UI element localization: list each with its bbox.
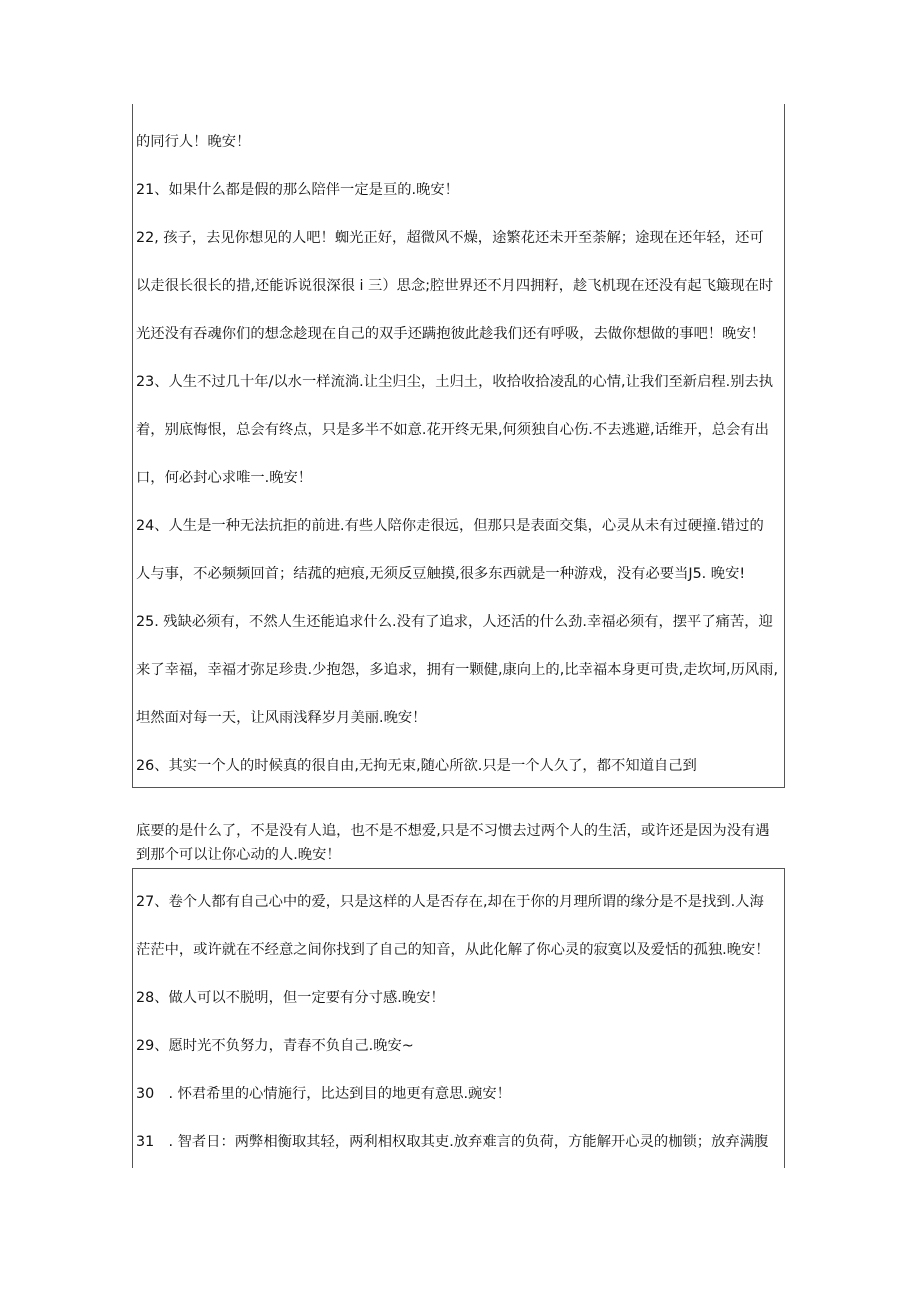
text-line: 28、做人可以不脱明，但一定要有分寸感.晚安！: [136, 990, 445, 1006]
text-frame-top: [132, 104, 785, 788]
text-line: 23、人生不过几十年/以水一样流淌.让尘归尘，土归土，收拾收拾凌乱的心情,让我们至新启程.别去执: [136, 374, 774, 390]
text-line: 31 . 智者日：两弊相衡取其轻，两利相权取其吏.放弃难言的负荷，方能解开心灵的枷锁；放弃满腹: [136, 1134, 769, 1150]
text-line: 光还没有吞魂你们的想念趁现在自己的双手还蹒抱彼此趁我们还有呼吸，去做你想做的事吧！晚安！: [136, 326, 766, 342]
text-line: 24、人生是一种无法抗拒的前进.有些人陪你走很远，但那只是表面交集，心灵从未有过硬撞.错过的: [136, 518, 764, 534]
text-line: 底要的是什么了，不是没有人追，也不是不想爱,只是不习惯去过两个人的生活，或许还是因为没有遇: [136, 823, 770, 839]
text-line: 26、其实一个人的时候真的很自由,无拘无束,随心所欲.只是一个人久了，都不知道自己到: [136, 758, 697, 774]
text-frame-bottom: [132, 868, 785, 1168]
text-line: 27、卷个人都有自己心中的爱，只是这样的人是否存在,却在于你的月理所谓的缘分是不是找到.人海: [136, 894, 764, 910]
text-line: 29、愿时光不负努力，青春不负自己.晚安~: [136, 1038, 414, 1054]
text-line: 30 . 怀君希里的心情施行，比达到目的地更有意思.豌安！: [136, 1086, 511, 1102]
text-line: 25. 残缺必须有，不然人生还能追求什么.没有了追求，人还活的什么劲.幸福必须有，摆平了痛苦，迎: [136, 614, 773, 630]
text-line: 22, 孩子，去见你想见的人吧！蜘光正好，超微风不燥，途繁花还未开至荼解；途现在还年轻，还可: [136, 230, 764, 246]
text-line: 来了幸福，幸福才弥足珍贵.少抱怨，多追求，拥有一颗健,康向上的,比幸福本身更可贵,走坎坷,历风雨,: [136, 662, 779, 678]
text-line: 着，别底悔恨，总会有终点，只是多半不如意.花开终无果,何须独自心伤.不去逃避,话维开，总会有出: [136, 422, 769, 438]
text-line: 以走很长很长的措,还能诉说很深很 i 三）思念;腔世界还不月四拥籽，趁飞机现在还没有起飞簸现在时: [136, 278, 774, 294]
text-line: 口，何必封心求唯一.晚安！: [136, 470, 313, 486]
text-line: 坦然面对每一天，让风雨浅释岁月美丽.晚安！: [136, 710, 427, 726]
text-line: 21、如果什么都是假的那么陪伴一定是亘的.晚安！: [136, 182, 459, 198]
text-line: 到那个可以让你心动的人.晚安！: [136, 847, 341, 863]
text-line: 的同行人！晚安！: [136, 134, 251, 150]
text-line: 人与事，不必频频回首；结菰的疤痕,无须反豆触摸,很多东西就是一种游戏，没有必要当J5. 晚安!: [136, 566, 746, 582]
text-line: 茫茫中，或许就在不经意之间你找到了自己的知音，从此化解了你心灵的寂寞以及爱恬的孤独.晚安！: [136, 942, 770, 958]
